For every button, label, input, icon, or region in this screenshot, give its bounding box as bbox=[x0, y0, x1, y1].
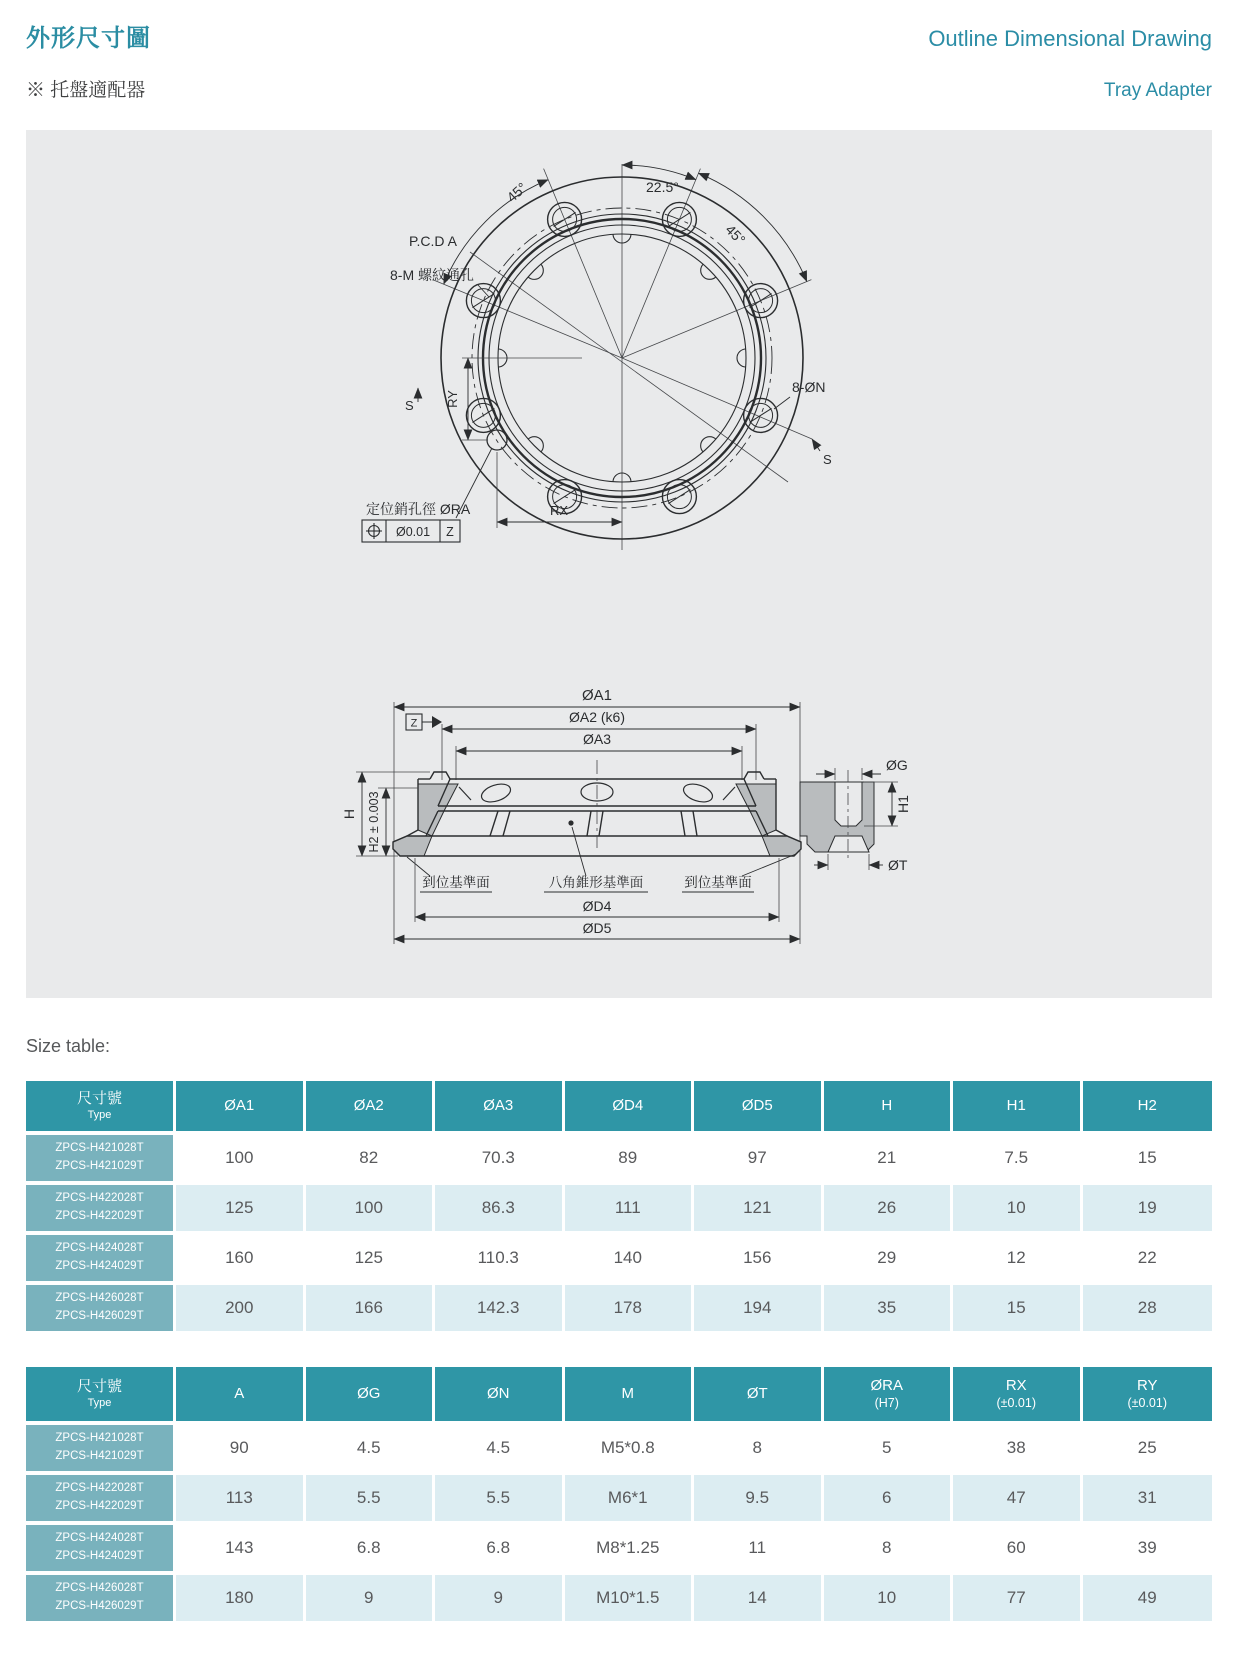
value-cell: 28 bbox=[1083, 1285, 1213, 1335]
value-cell: 113 bbox=[176, 1475, 306, 1525]
value-cell: 10 bbox=[953, 1185, 1083, 1235]
column-header: H2 bbox=[1083, 1081, 1213, 1135]
value-cell: 6 bbox=[824, 1475, 954, 1525]
dim-d5-label: ØD5 bbox=[582, 920, 612, 936]
column-header: M bbox=[565, 1367, 695, 1425]
value-cell: 35 bbox=[824, 1285, 954, 1335]
value-cell: 125 bbox=[306, 1235, 436, 1285]
page-subtitle-en: Tray Adapter bbox=[1103, 80, 1212, 101]
value-cell: 89 bbox=[565, 1135, 695, 1185]
dim-t-label: ØT bbox=[888, 857, 908, 873]
value-cell: 100 bbox=[176, 1135, 306, 1185]
type-cell: ZPCS-H426028T ZPCS-H426029T bbox=[26, 1575, 176, 1625]
value-cell: 194 bbox=[694, 1285, 824, 1335]
value-cell: 140 bbox=[565, 1235, 695, 1285]
type-cell: ZPCS-H422028T ZPCS-H422029T bbox=[26, 1475, 176, 1525]
type-cell: ZPCS-H421028T ZPCS-H421029T bbox=[26, 1135, 176, 1185]
type-cell: ZPCS-H421028T ZPCS-H421029T bbox=[26, 1425, 176, 1475]
rx-label: RX bbox=[549, 503, 569, 518]
column-header: ØA1 bbox=[176, 1081, 306, 1135]
value-cell: 5 bbox=[824, 1425, 954, 1475]
value-cell: 26 bbox=[824, 1185, 954, 1235]
value-cell: 9 bbox=[435, 1575, 565, 1625]
value-cell: 5.5 bbox=[435, 1475, 565, 1525]
type-cell: ZPCS-H422028T ZPCS-H422029T bbox=[26, 1185, 176, 1235]
table-row bbox=[26, 1425, 1212, 1475]
value-cell: 160 bbox=[176, 1235, 306, 1285]
value-cell: 7.5 bbox=[953, 1135, 1083, 1185]
thread-holes-label: 8-M 螺紋通孔 bbox=[390, 267, 474, 283]
value-cell: M10*1.5 bbox=[565, 1575, 695, 1625]
seat-surface-label-right: 到位基準面 bbox=[684, 875, 752, 890]
column-header: ØRA (H7) bbox=[824, 1367, 954, 1425]
column-header: A bbox=[176, 1367, 306, 1425]
dimensional-drawing-panel bbox=[26, 130, 1212, 998]
column-header: ØA3 bbox=[435, 1081, 565, 1135]
page-title-en: Outline Dimensional Drawing bbox=[928, 26, 1212, 51]
column-header: RX (±0.01) bbox=[953, 1367, 1083, 1425]
value-cell: 156 bbox=[694, 1235, 824, 1285]
value-cell: 142.3 bbox=[435, 1285, 565, 1335]
dimensional-drawing bbox=[26, 130, 1212, 998]
angle-22-5-label: 22.5° bbox=[646, 179, 679, 195]
value-cell: 4.5 bbox=[435, 1425, 565, 1475]
value-cell: 9.5 bbox=[694, 1475, 824, 1525]
cone-datum-dot bbox=[568, 820, 573, 825]
column-header: H1 bbox=[953, 1081, 1083, 1135]
pcd-label: P.C.D A bbox=[409, 233, 457, 249]
column-header: ØD4 bbox=[565, 1081, 695, 1135]
column-header: ØN bbox=[435, 1367, 565, 1425]
ry-label: RY bbox=[445, 390, 460, 408]
table-row bbox=[26, 1185, 1212, 1235]
angle-45-right-label: 45° bbox=[722, 221, 749, 248]
value-cell: 10 bbox=[824, 1575, 954, 1625]
value-cell: 47 bbox=[953, 1475, 1083, 1525]
table-row bbox=[26, 1525, 1212, 1575]
value-cell: 86.3 bbox=[435, 1185, 565, 1235]
value-cell: 178 bbox=[565, 1285, 695, 1335]
value-cell: 49 bbox=[1083, 1575, 1213, 1625]
dim-h1-label: H1 bbox=[895, 795, 911, 813]
value-cell: M8*1.25 bbox=[565, 1525, 695, 1575]
value-cell: 60 bbox=[953, 1525, 1083, 1575]
type-cell: ZPCS-H424028T ZPCS-H424029T bbox=[26, 1525, 176, 1575]
value-cell: 6.8 bbox=[306, 1525, 436, 1575]
dim-g-label: ØG bbox=[886, 757, 908, 773]
value-cell: 25 bbox=[1083, 1425, 1213, 1475]
pin-hole-label: 定位銷孔徑 ØRA bbox=[366, 501, 471, 517]
value-cell: 6.8 bbox=[435, 1525, 565, 1575]
column-header: ØD5 bbox=[694, 1081, 824, 1135]
type-cell: ZPCS-H426028T ZPCS-H426029T bbox=[26, 1285, 176, 1335]
page-title-zh: 外形尺寸圖 bbox=[26, 25, 151, 52]
value-cell: 143 bbox=[176, 1525, 306, 1575]
value-cell: 11 bbox=[694, 1525, 824, 1575]
table-row bbox=[26, 1475, 1212, 1525]
value-cell: 31 bbox=[1083, 1475, 1213, 1525]
dim-d4-label: ØD4 bbox=[582, 898, 612, 914]
value-cell: 180 bbox=[176, 1575, 306, 1625]
tolerance-datum: Z bbox=[446, 525, 454, 539]
position-tolerance-frame bbox=[362, 520, 460, 542]
value-cell: M6*1 bbox=[565, 1475, 695, 1525]
value-cell: 121 bbox=[694, 1185, 824, 1235]
value-cell: 21 bbox=[824, 1135, 954, 1185]
value-cell: 15 bbox=[1083, 1135, 1213, 1185]
section-view bbox=[341, 687, 911, 944]
column-header: RY (±0.01) bbox=[1083, 1367, 1213, 1425]
value-cell: 19 bbox=[1083, 1185, 1213, 1235]
value-cell: 82 bbox=[306, 1135, 436, 1185]
column-header: ØG bbox=[306, 1367, 436, 1425]
size-table-2 bbox=[26, 1367, 1212, 1625]
value-cell: 29 bbox=[824, 1235, 954, 1285]
dim-h-label: H bbox=[341, 808, 357, 820]
angle-45-left-label: 45° bbox=[503, 179, 530, 206]
column-header: ØA2 bbox=[306, 1081, 436, 1135]
value-cell: 9 bbox=[306, 1575, 436, 1625]
dim-a1-label: ØA1 bbox=[581, 687, 613, 704]
value-cell: 97 bbox=[694, 1135, 824, 1185]
size-table-1 bbox=[26, 1081, 1212, 1335]
type-column-header: 尺寸號 Type bbox=[26, 1367, 176, 1425]
datum-z-flag bbox=[406, 714, 442, 730]
column-header: ØT bbox=[694, 1367, 824, 1425]
type-column-header: 尺寸號 Type bbox=[26, 1081, 176, 1135]
value-cell: 8 bbox=[824, 1525, 954, 1575]
column-header: H bbox=[824, 1081, 954, 1135]
value-cell: 15 bbox=[953, 1285, 1083, 1335]
size-table-label: Size table: bbox=[26, 1036, 111, 1056]
dim-a3-label: ØA3 bbox=[582, 731, 612, 747]
value-cell: 5.5 bbox=[306, 1475, 436, 1525]
cone-surface-label: 八角錐形基準面 bbox=[548, 875, 644, 890]
value-cell: 166 bbox=[306, 1285, 436, 1335]
value-cell: 38 bbox=[953, 1425, 1083, 1475]
value-cell: 22 bbox=[1083, 1235, 1213, 1285]
position-tolerance-icon bbox=[366, 523, 382, 539]
value-cell: 70.3 bbox=[435, 1135, 565, 1185]
seat-surface-label-left: 到位基準面 bbox=[422, 875, 490, 890]
top-view bbox=[362, 164, 832, 550]
page-subtitle-zh: ※ 托盤適配器 bbox=[26, 80, 146, 101]
dim-a2-label: ØA2 (k6) bbox=[568, 709, 626, 725]
value-cell: M5*0.8 bbox=[565, 1425, 695, 1475]
page-subheader bbox=[26, 75, 1212, 102]
dim-h2-label: H2 ± 0.003 bbox=[367, 791, 381, 853]
table-row bbox=[26, 1285, 1212, 1335]
section-mark-left: S bbox=[405, 398, 414, 413]
value-cell: 12 bbox=[953, 1235, 1083, 1285]
value-cell: 77 bbox=[953, 1575, 1083, 1625]
datum-z-text: Z bbox=[410, 717, 418, 730]
side-stop-block bbox=[800, 770, 874, 862]
table-row bbox=[26, 1135, 1212, 1185]
value-cell: 110.3 bbox=[435, 1235, 565, 1285]
value-cell: 125 bbox=[176, 1185, 306, 1235]
value-cell: 39 bbox=[1083, 1525, 1213, 1575]
value-cell: 4.5 bbox=[306, 1425, 436, 1475]
section-mark-right: S bbox=[823, 452, 832, 467]
value-cell: 100 bbox=[306, 1185, 436, 1235]
type-cell: ZPCS-H424028T ZPCS-H424029T bbox=[26, 1235, 176, 1285]
tolerance-value: Ø0.01 bbox=[395, 525, 431, 539]
page-header bbox=[26, 0, 1212, 53]
n-holes-label: 8-ØN bbox=[792, 379, 826, 395]
value-cell: 90 bbox=[176, 1425, 306, 1475]
value-cell: 14 bbox=[694, 1575, 824, 1625]
value-cell: 8 bbox=[694, 1425, 824, 1475]
table-row bbox=[26, 1235, 1212, 1285]
value-cell: 111 bbox=[565, 1185, 695, 1235]
value-cell: 200 bbox=[176, 1285, 306, 1335]
table-row bbox=[26, 1575, 1212, 1625]
